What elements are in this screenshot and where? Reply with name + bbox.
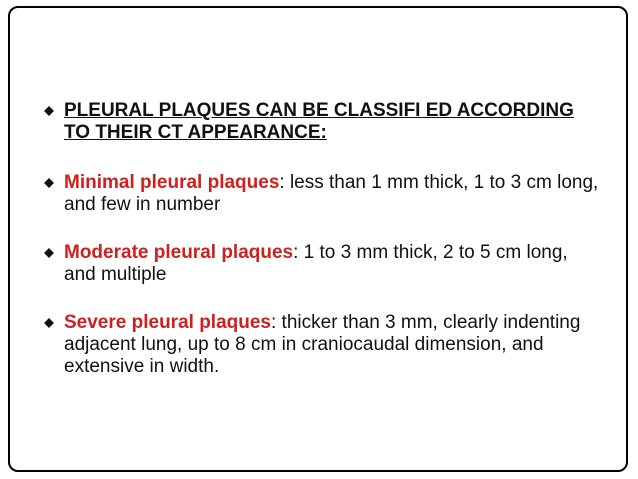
term-minimal: Minimal pleural plaques (64, 172, 280, 193)
bullet-minimal (44, 172, 604, 216)
desc-severe: : thicker than 3 mm, clearly indenting adjacent lung, up to 8 cm in craniocaudal dimension, and extensive in width. (64, 312, 581, 377)
bullet-icon (44, 248, 54, 258)
bullet-heading (44, 100, 604, 144)
bullet-icon (44, 318, 54, 328)
term-severe: Severe pleural plaques (64, 312, 271, 333)
bullet-icon (44, 178, 54, 188)
bullet-list (44, 100, 604, 404)
bullet-moderate (44, 242, 604, 286)
bullet-icon (44, 106, 54, 116)
heading-text: PLEURAL PLAQUES CAN BE CLASSIFI ED ACCORDING TO THEIR CT APPEARANCE: (64, 100, 574, 143)
term-moderate: Moderate pleural plaques (64, 242, 294, 263)
desc-moderate: : 1 to 3 mm thick, 2 to 5 cm long, and multiple (64, 242, 568, 285)
desc-minimal: : less than 1 mm thick, 1 to 3 cm long, and few in number (64, 172, 599, 215)
bullet-severe (44, 312, 604, 378)
